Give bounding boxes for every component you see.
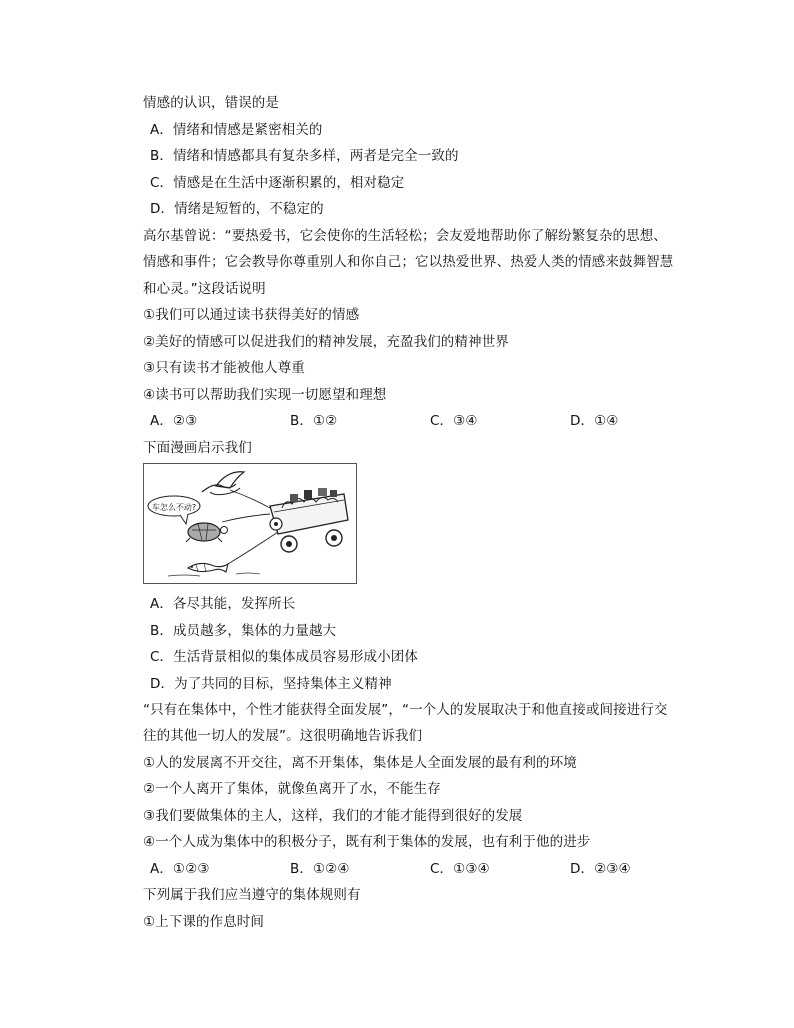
comic-speech-bubble: 车怎么不动? — [151, 503, 197, 512]
q2-option-b: B．①② — [290, 413, 338, 429]
q2-options-row — [150, 411, 650, 431]
q2-option-c: C．③④ — [430, 413, 478, 429]
q4-stem-line-1: “只有在集体中，个性才能获得全面发展”，“一个人的发展取决于和他直接或间接进行交 — [143, 702, 668, 718]
q4-option-a: A．①②③ — [150, 861, 210, 877]
q3-stem: 下面漫画启示我们 — [143, 440, 252, 456]
q5-stem: 下列属于我们应当遵守的集体规则有 — [143, 887, 361, 903]
q3-option-a: A．各尽其能，发挥所长 — [150, 596, 296, 612]
q1-option-c: C．情感是在生活中逐渐积累的，相对稳定 — [150, 175, 405, 191]
q2-statement-2: ②美好的情感可以促进我们的精神发展，充盈我们的精神世界 — [143, 334, 509, 350]
q4-statement-2: ②一个人离开了集体，就像鱼离开了水，不能生存 — [143, 781, 441, 797]
q1-option-d: D．情绪是短暂的，不稳定的 — [150, 201, 324, 217]
q4-option-c: C．①③④ — [430, 861, 490, 877]
q4-statement-4: ④一个人成为集体中的积极分子，既有利于集体的发展，也有利于他的进步 — [143, 834, 591, 850]
q4-options-row — [150, 859, 650, 879]
q2-stem-line-3: 和心灵。”这段话说明 — [143, 281, 266, 297]
q4-option-d: D．②③④ — [570, 861, 631, 877]
q2-stem-line-1: 高尔基曾说：“要热爱书，它会使你的生活轻松；会友爱地帮助你了解纷繁复杂的思想、 — [143, 228, 667, 244]
q4-statement-1: ①人的发展离不开交往，离不开集体，集体是人全面发展的最有利的环境 — [143, 755, 577, 771]
q2-statement-4: ④读书可以帮助我们实现一切愿望和理想 — [143, 387, 387, 403]
q5-statement-1: ①上下课的作息时间 — [143, 914, 265, 930]
q3-option-c: C．生活背景相似的集体成员容易形成小团体 — [150, 649, 418, 665]
q2-option-a: A．②③ — [150, 413, 198, 429]
q3-option-d: D．为了共同的目标，坚持集体主义精神 — [150, 676, 392, 692]
q1-option-a: A．情绪和情感是紧密相关的 — [150, 122, 323, 138]
q2-stem-line-2: 情感和事件；它会教导你尊重别人和你自己；它以热爱世界、热爱人类的情感来鼓舞智慧 — [143, 254, 674, 270]
q4-option-b: B．①②④ — [290, 861, 350, 877]
q4-stem-line-2: 往的其他一切人的发展”。这很明确地告诉我们 — [143, 728, 423, 744]
q1-stem: 情感的认识，错误的是 — [143, 95, 279, 111]
comic-drawing — [144, 464, 356, 583]
q4-statement-3: ③我们要做集体的主人，这样，我们的才能才能得到很好的发展 — [143, 808, 523, 824]
comic-illustration — [143, 463, 357, 584]
q2-statement-3: ③只有读书才能被他人尊重 — [143, 360, 305, 376]
q3-option-b: B．成员越多，集体的力量越大 — [150, 623, 337, 639]
q2-statement-1: ①我们可以通过读书获得美好的情感 — [143, 307, 360, 323]
q2-option-d: D．①④ — [570, 413, 619, 429]
q1-option-b: B．情绪和情感都具有复杂多样，两者是完全一致的 — [150, 148, 459, 164]
